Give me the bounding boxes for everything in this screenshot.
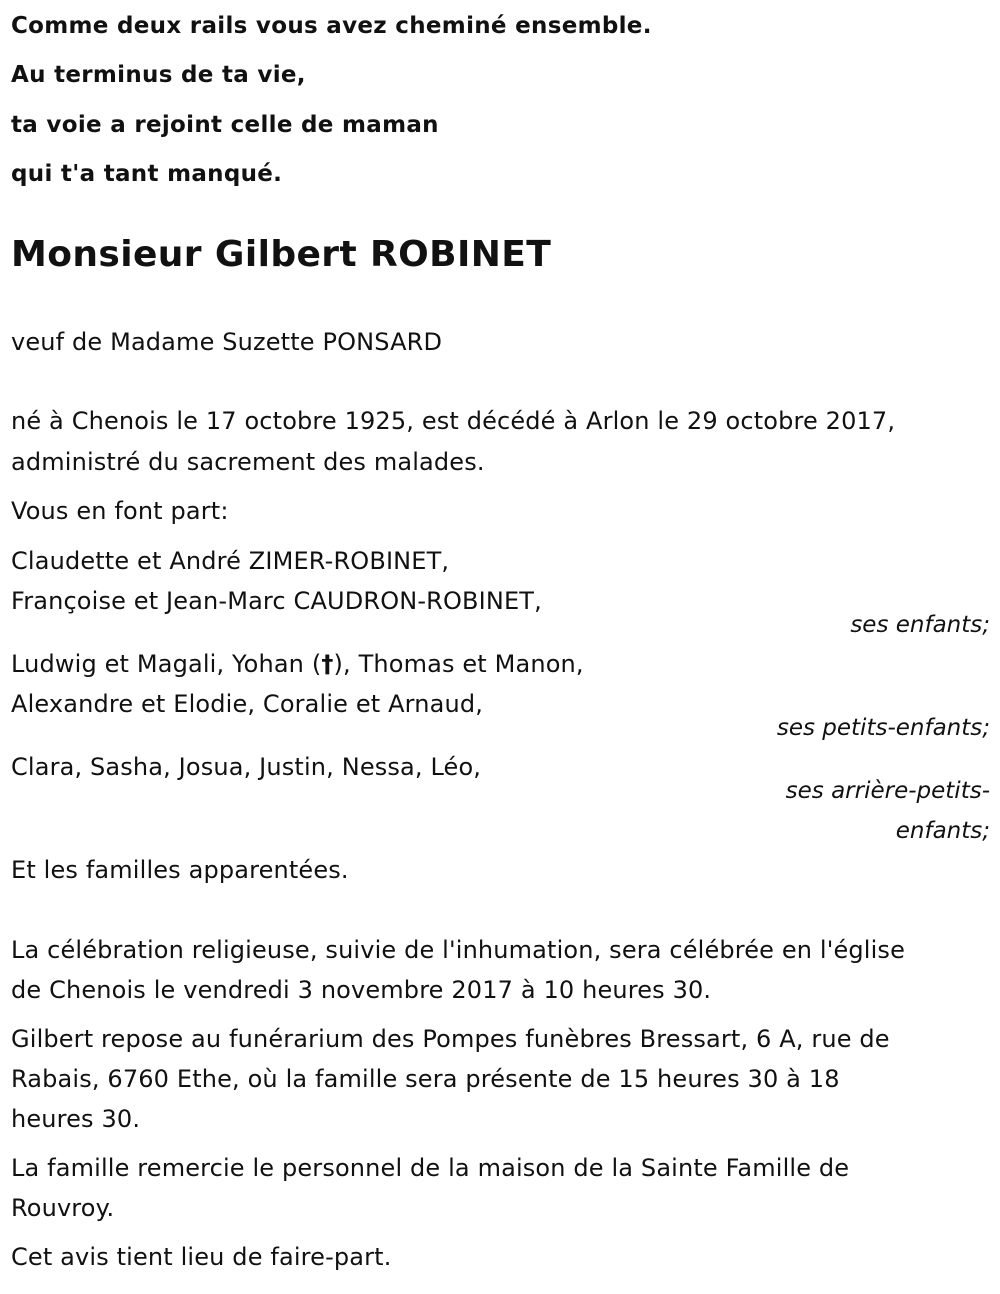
children-line-2: Françoise et Jean-Marc CAUDRON-ROBINET,: [11, 587, 542, 615]
grandchildren-line-1-end: ), Thomas et Manon,: [333, 650, 584, 678]
great-grandchildren-line-1: Clara, Sasha, Josua, Justin, Nessa, Léo,: [11, 753, 482, 781]
poem-line-1: Comme deux rails vous avez cheminé ensemble.: [11, 13, 652, 39]
thanks-line-2: Rouvroy.: [11, 1194, 115, 1222]
ceremony-line-1: La célébration religieuse, suivie de l'inhumation, sera célébrée en l'église: [11, 936, 905, 964]
spouse-line: veuf de Madame Suzette PONSARD: [11, 328, 443, 356]
thanks-line-1: La famille remercie le personnel de la maison de la Sainte Famille de: [11, 1154, 850, 1182]
birth-death-line-1: né à Chenois le 17 octobre 1925, est décédé à Arlon le 29 octobre 2017,: [11, 407, 896, 435]
great-grandchildren-relation-1: ses arrière-petits-: [785, 778, 990, 804]
funeral-home-line-1: Gilbert repose au funérarium des Pompes funèbres Bressart, 6 A, rue de: [11, 1025, 890, 1053]
grandchildren-relation: ses petits-enfants;: [776, 715, 990, 741]
families-line: Et les familles apparentées.: [11, 856, 349, 884]
birth-death-line-2: administré du sacrement des malades.: [11, 448, 485, 476]
closing-line: Cet avis tient lieu de faire-part.: [11, 1243, 392, 1271]
children-line-1: Claudette et André ZIMER-ROBINET,: [11, 547, 450, 575]
grandchildren-line-2: Alexandre et Elodie, Coralie et Arnaud,: [11, 690, 484, 718]
grandchildren-line-1: [11, 649, 584, 679]
grandchildren-line-1-start: Ludwig et Magali, Yohan (: [11, 650, 322, 678]
poem-line-2: Au terminus de ta vie,: [11, 62, 306, 88]
funeral-home-line-3: heures 30.: [11, 1105, 141, 1133]
children-relation: ses enfants;: [850, 612, 990, 638]
announcement-intro: Vous en font part:: [11, 497, 229, 525]
ceremony-line-2: de Chenois le vendredi 3 novembre 2017 à 10 heures 30.: [11, 976, 712, 1004]
poem-line-3: ta voie a rejoint celle de maman: [11, 112, 439, 138]
deceased-name: Monsieur Gilbert ROBINET: [11, 234, 552, 275]
cross-icon: †: [321, 650, 334, 678]
poem-line-4: qui t'a tant manqué.: [11, 161, 283, 187]
funeral-home-line-2: Rabais, 6760 Ethe, où la famille sera présente de 15 heures 30 à 18: [11, 1065, 840, 1093]
great-grandchildren-relation-2: enfants;: [895, 818, 990, 844]
